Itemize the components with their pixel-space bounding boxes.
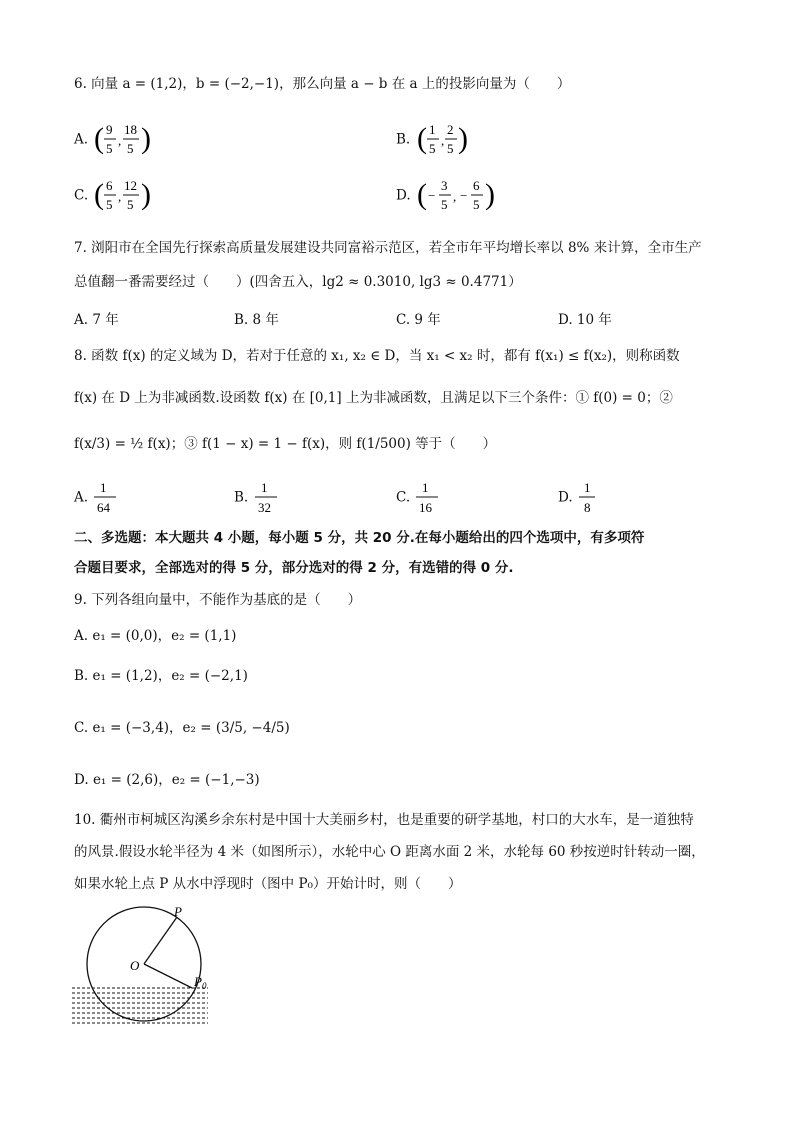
svg-text:5: 5 <box>472 197 480 212</box>
svg-text:1: 1 <box>260 480 268 495</box>
svg-text:(: ( <box>416 178 427 211</box>
label-p0-sub: 0 <box>201 981 207 991</box>
q6-option-d-formula <box>415 176 505 216</box>
q7-option-d: D. 10 年 <box>558 312 612 328</box>
q9-option-b-value: e₁ = (1,2)，e₂ = (−2,1) <box>92 668 248 684</box>
q9-option-d-value: e₁ = (2,6)，e₂ = (−1,−3) <box>92 772 260 788</box>
svg-text:2: 2 <box>446 122 454 137</box>
svg-text:5: 5 <box>127 141 134 156</box>
label-o: O <box>130 958 140 973</box>
q8-option-c-label: C. <box>396 489 411 506</box>
svg-text:,: , <box>440 133 444 148</box>
label-p0 <box>193 974 207 991</box>
q8-option-d-label: D. <box>558 489 573 506</box>
svg-text:1: 1 <box>422 480 429 495</box>
q9-option-c-label: C. <box>74 720 89 736</box>
q9-option-b-label: B. <box>74 668 89 684</box>
q7-stem-line1: 7. 浏阳市在全国先行探索高质量发展建设共同富裕示范区，若全市年平均增长率以 8% 来计算，全市生产 <box>74 240 702 256</box>
q6-option-d <box>396 176 505 216</box>
q7-option-c: C. 9 年 <box>396 312 441 328</box>
q10-stem-line1: 10. 衢州市柯城区沟溪乡余东村是中国十大美丽乡村，也是重要的研学基地，村口的大水车，是一道独特 <box>74 812 694 828</box>
svg-text:5: 5 <box>440 197 448 212</box>
svg-text:−: − <box>459 188 468 203</box>
q6-option-c <box>74 176 162 216</box>
svg-text:9: 9 <box>106 122 113 137</box>
svg-text:,: , <box>118 189 122 204</box>
svg-text:): ) <box>141 178 152 211</box>
svg-text:12: 12 <box>124 178 138 193</box>
svg-text:18: 18 <box>124 122 138 137</box>
q8-option-b-label: B. <box>234 489 249 506</box>
q6-option-b-label: B. <box>396 131 411 148</box>
q10-stem-line3: 如果水轮上点 P 从水中浮现时（图中 P₀）开始计时，则（ ） <box>74 876 462 892</box>
q8-stem-line3: f(x/3) = ½ f(x)；③ f(1 − x) = 1 − f(x)，则 f(1/500) 等于（ ） <box>74 436 497 452</box>
water-wheel-figure <box>70 900 220 1030</box>
svg-text:,: , <box>118 133 122 148</box>
svg-text:−: − <box>427 188 436 203</box>
q9-option-a <box>74 624 236 644</box>
q10-stem-line2: 的风景.假设水轮半径为 4 米（如图所示），水轮中心 O 距离水面 2 米，水轮每 60 秒按逆时针转动一圈， <box>74 844 705 860</box>
q7-option-b: B. 8 年 <box>234 312 279 328</box>
q8-stem-line2: f(x) 在 D 上为非减函数.设函数 f(x) 在 [0,1] 上为非减函数，且满足以下三个条件：① f(0) = 0；② <box>74 390 673 406</box>
svg-text:3: 3 <box>440 178 448 193</box>
q8-option-c <box>396 478 444 518</box>
svg-text:1: 1 <box>428 122 436 137</box>
q9-option-d-label: D. <box>74 772 89 788</box>
q8-stem-line1: 8. 函数 f(x) 的定义域为 D，若对于任意的 x₁, x₂ ∈ D，当 x₁ < x₂ 时，都有 f(x₁) ≤ f(x₂)，则称函数 <box>74 348 680 364</box>
q7-stem-line2: 总值翻一番需要经过（ ）(四舍五入，lg2 ≈ 0.3010, lg3 ≈ 0.4771） <box>74 274 522 290</box>
q9-stem: 9. 下列各组向量中，不能作为基底的是（ ） <box>74 592 362 608</box>
water-surface <box>72 988 208 1023</box>
svg-text:(: ( <box>94 122 105 155</box>
q8-option-a-label: A. <box>74 489 89 506</box>
q9-option-b <box>74 664 248 684</box>
q8-option-d <box>558 478 601 518</box>
q6-stem: 6. 向量 a = (1,2)，b = (−2,−1)，那么向量 a − b 在 a 上的投影向量为（ ） <box>74 76 571 92</box>
svg-text:): ) <box>457 122 468 155</box>
section2-header-line1: 二、多选题：本大题共 4 小题，每小题 5 分，共 20 分.在每小题给出的四个选项中，有多项符 <box>74 530 645 546</box>
q9-option-c-value: e₁ = (−3,4)，e₂ = (3/5, −4/5) <box>92 720 290 736</box>
q9-option-a-label: A. <box>74 628 89 644</box>
q6-option-a <box>74 120 162 160</box>
q6-option-a-label: A. <box>74 131 89 148</box>
q6-option-b <box>396 120 475 160</box>
q8-option-b <box>234 478 283 518</box>
label-p: P <box>174 904 182 919</box>
q6-option-d-label: D. <box>396 187 411 204</box>
q6-option-c-label: C. <box>74 187 89 204</box>
label-p0-main: P <box>194 974 202 989</box>
svg-text:5: 5 <box>127 197 134 212</box>
q6-option-c-formula <box>92 176 162 216</box>
radius-op0 <box>144 964 192 988</box>
q8-option-d-formula <box>577 478 601 518</box>
svg-text:5: 5 <box>428 141 436 156</box>
svg-text:6: 6 <box>106 178 113 193</box>
svg-text:64: 64 <box>97 500 111 515</box>
svg-text:5: 5 <box>106 141 113 156</box>
svg-text:1: 1 <box>100 480 107 495</box>
q6-option-b-formula <box>415 120 475 160</box>
svg-text:32: 32 <box>257 500 271 515</box>
q8-option-c-formula <box>414 478 444 518</box>
q9-option-c <box>74 716 290 736</box>
radius-op <box>144 917 177 964</box>
svg-text:1: 1 <box>583 480 591 495</box>
svg-text:,: , <box>452 189 457 204</box>
svg-text:8: 8 <box>583 500 591 515</box>
svg-text:): ) <box>484 178 495 211</box>
svg-text:6: 6 <box>472 178 480 193</box>
svg-text:(: ( <box>94 178 105 211</box>
svg-text:(: ( <box>416 122 427 155</box>
section2-header-line2: 合题目要求，全部选对的得 5 分，部分选对的得 2 分，有选错的得 0 分. <box>74 560 514 576</box>
svg-text:): ) <box>141 122 152 155</box>
q9-option-a-value: e₁ = (0,0)，e₂ = (1,1) <box>92 628 237 644</box>
q8-option-a-formula <box>92 478 122 518</box>
svg-text:5: 5 <box>446 141 454 156</box>
q8-option-b-formula <box>253 478 283 518</box>
svg-text:16: 16 <box>419 500 433 515</box>
svg-text:5: 5 <box>106 197 113 212</box>
q8-option-a <box>74 478 122 518</box>
q9-option-d <box>74 768 260 788</box>
q6-option-a-formula <box>92 120 162 160</box>
q7-option-a: A. 7 年 <box>74 312 119 328</box>
